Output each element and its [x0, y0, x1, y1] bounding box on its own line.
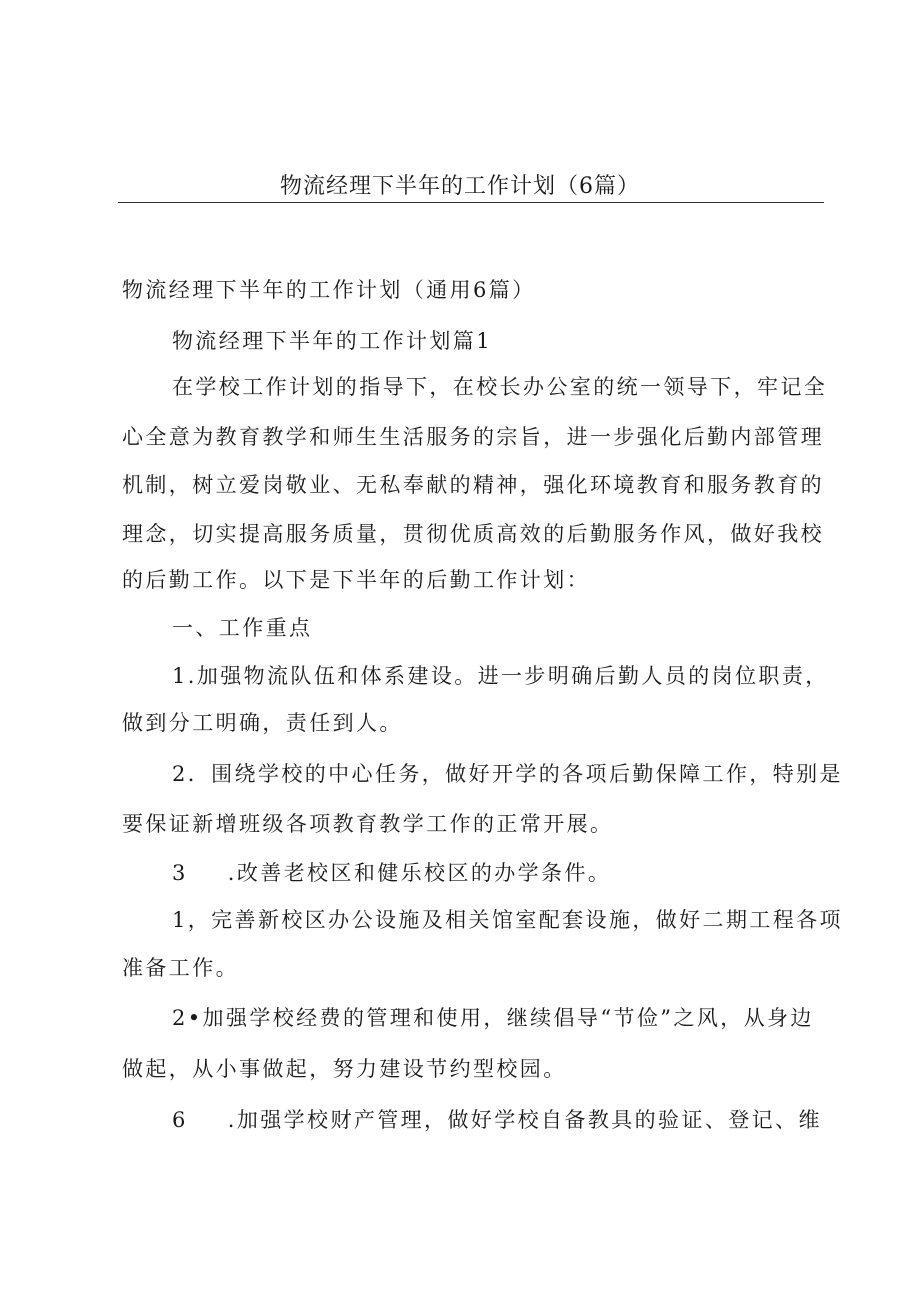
intro-line-5: 的后勤工作。以下是下半年的后勤工作计划：: [122, 568, 590, 592]
section-heading: 物流经理下半年的工作计划篇1: [172, 329, 492, 353]
item-3: [172, 858, 611, 888]
item-5-line-1: 2•加强学校经费的管理和使用，继续倡导“节俭”之风，从身边: [172, 1006, 814, 1030]
subtitle: 物流经理下半年的工作计划（通用6篇）: [122, 278, 536, 302]
item-1-line-1: 1.加强物流队伍和体系建设。进一步明确后勤人员的岗位职责，: [172, 664, 829, 688]
item-4-line-2: 准备工作。: [122, 956, 239, 980]
heading-work-focus: 一、工作重点: [172, 616, 313, 640]
item-6-text: .加强学校财产管理，做好学校自备教具的验证、登记、维: [227, 1108, 822, 1132]
item-2-line-2: 要保证新增班级各项教育教学工作的正常开展。: [122, 812, 614, 836]
intro-line-1: 在学校工作计划的指导下，在校长办公室的统一领导下，牢记全: [172, 375, 828, 399]
intro-line-2: 心全意为教育教学和师生生活服务的宗旨，进一步强化后勤内部管理: [122, 425, 824, 449]
item-3-number: 3: [172, 861, 188, 885]
document-title: 物流经理下半年的工作计划（6篇）: [280, 174, 640, 199]
item-5-line-2: 做起，从小事做起，努力建设节约型校园。: [122, 1057, 567, 1081]
item-2-line-1: 2．围绕学校的中心任务，做好开学的各项后勤保障工作，特别是: [172, 762, 843, 786]
item-1-line-2: 做到分工明确，责任到人。: [122, 711, 403, 735]
item-3-text: .改善老校区和健乐校区的办学条件。: [227, 861, 612, 885]
intro-line-3: 机制，树立爱岗敬业、无私奉献的精神，强化环境教育和服务教育的: [122, 473, 824, 497]
item-6-number: 6: [172, 1108, 188, 1132]
item-6: [172, 1105, 822, 1135]
item-4-line-1: 1，完善新校区办公设施及相关馆室配套设施，做好二期工程各项: [172, 908, 843, 932]
title-underline: [118, 202, 824, 203]
intro-line-4: 理念，切实提高服务质量，贯彻优质高效的后勤服务作风，做好我校: [122, 522, 824, 546]
